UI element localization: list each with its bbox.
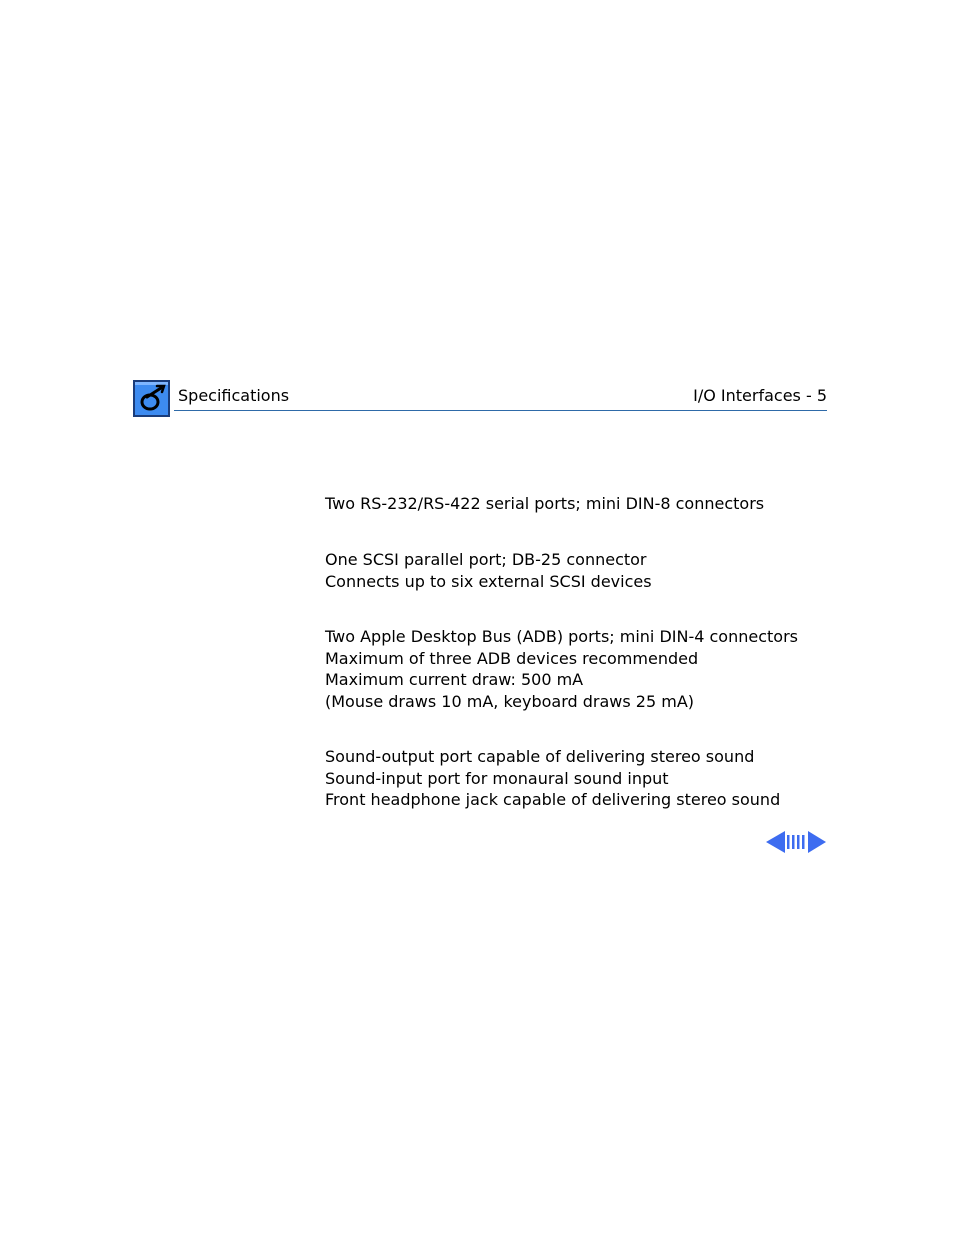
spec-line: Connects up to six external SCSI devices bbox=[325, 571, 652, 591]
spec-line: Two RS-232/RS-422 serial ports; mini DIN-8 connectors bbox=[325, 494, 765, 513]
section-title: Specifications bbox=[178, 386, 290, 405]
serial-ports-group bbox=[325, 493, 764, 515]
spec-line: Maximum current draw: 500 mA bbox=[325, 670, 584, 690]
spec-line: (Mouse draws 10 mA, keyboard draws 25 mA) bbox=[325, 692, 694, 712]
spec-line: Two Apple Desktop Bus (ADB) ports; mini DIN-4 connectors bbox=[325, 627, 798, 646]
scsi-group bbox=[325, 549, 652, 592]
page-index-icon[interactable] bbox=[786, 830, 806, 854]
page-header bbox=[133, 380, 827, 418]
left-arrow-icon[interactable] bbox=[765, 830, 786, 854]
right-arrow-icon[interactable] bbox=[807, 830, 827, 854]
spec-line: Front headphone jack capable of delivering stereo sound bbox=[325, 790, 781, 810]
adb-group bbox=[325, 626, 798, 713]
spec-line: Sound-output port capable of delivering stereo sound bbox=[325, 747, 755, 766]
spec-line: Maximum of three ADB devices recommended bbox=[325, 648, 699, 668]
header-divider bbox=[174, 410, 827, 411]
page-reference: I/O Interfaces - 5 bbox=[693, 386, 827, 405]
page-navigation bbox=[765, 830, 827, 854]
sound-group bbox=[325, 746, 780, 811]
spec-line: Sound-input port for monaural sound input bbox=[325, 768, 669, 788]
spec-line: One SCSI parallel port; DB-25 connector bbox=[325, 550, 647, 569]
apple-service-wrench-icon bbox=[133, 380, 170, 417]
